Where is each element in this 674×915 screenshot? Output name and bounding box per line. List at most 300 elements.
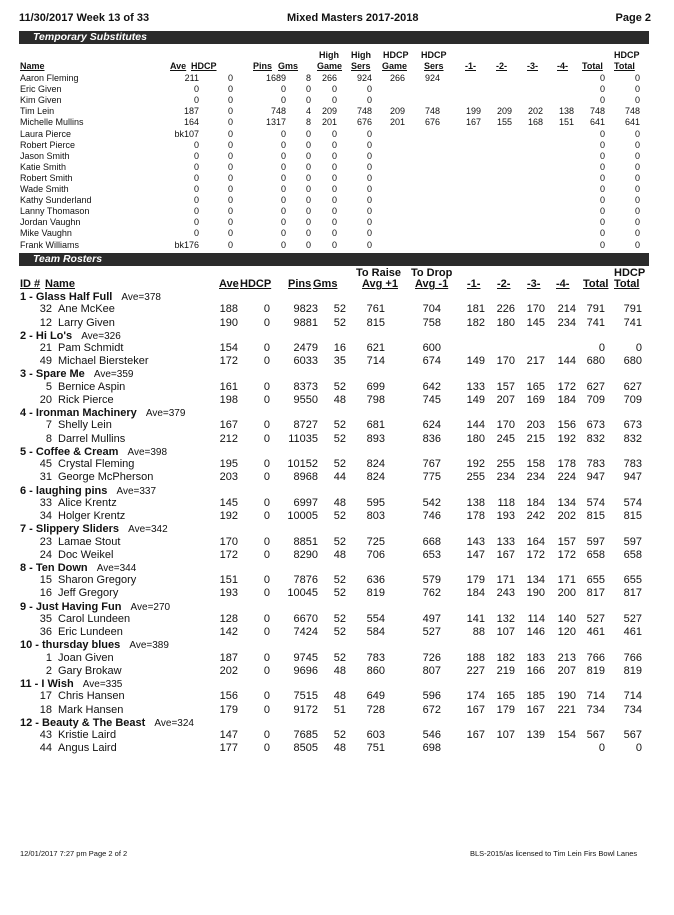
game4-cell: 140 [557, 612, 576, 625]
drop-cell: 807 [422, 664, 441, 677]
high-sers-cell: 676 [356, 117, 372, 128]
hdcp-cell: 0 [263, 316, 270, 329]
game1-cell: 188 [466, 651, 485, 664]
high-sers-cell: 0 [366, 128, 372, 139]
pins-cell: 6670 [293, 612, 318, 625]
raise-cell: 815 [366, 316, 385, 329]
total-cell: 0 [599, 228, 605, 239]
pins-cell: 6997 [293, 496, 318, 509]
player-name: Lanny Thomason [20, 206, 90, 217]
total-cell: 0 [599, 73, 605, 83]
ave-cell: 0 [193, 228, 199, 239]
player-id: 7 [45, 419, 52, 432]
hdcp-total-cell: 0 [634, 195, 640, 206]
game1-cell: 138 [466, 496, 485, 509]
gms-cell: 0 [305, 228, 311, 239]
ave-cell: 170 [219, 535, 238, 548]
player-name: Robert Smith [20, 172, 73, 183]
pins-cell: 748 [270, 106, 286, 117]
league-title: Mixed Masters 2017-2018 [287, 12, 419, 24]
team-name: 1 - Glass Half Full [20, 291, 113, 303]
player-id: 8 [45, 432, 52, 445]
hdcp-total-cell: 819 [623, 664, 642, 677]
hdcp-total-cell: 741 [623, 316, 642, 329]
team-label [20, 291, 161, 304]
player-name: Jason Smith [20, 150, 70, 161]
subs-header [0, 50, 674, 72]
raise-cell: 893 [366, 432, 385, 445]
pins-cell: 0 [280, 150, 286, 161]
total-cell: 819 [586, 664, 605, 677]
team-header [0, 330, 674, 342]
hdcp-sers-cell: 924 [424, 73, 440, 83]
pins-cell: 0 [280, 184, 286, 194]
gms-cell: 0 [305, 139, 311, 150]
high-game-cell: 0 [331, 172, 337, 183]
hdcp-total-cell: 461 [623, 626, 642, 639]
team-label [20, 368, 133, 381]
pins-cell: 0 [280, 195, 286, 206]
game2-cell: 107 [496, 626, 515, 639]
team-label [20, 523, 168, 536]
footer-license: BLS-2015/as licensed to Tim Lein Firs Bowl Lanes [470, 849, 638, 858]
player-row [0, 690, 674, 702]
team-label [20, 678, 122, 691]
gms-cell: 52 [333, 510, 346, 522]
ave-cell: 0 [193, 161, 199, 172]
team-header [0, 485, 674, 497]
team-name: 2 - Hi Lo's [20, 329, 73, 342]
hdcp-cell: 0 [227, 73, 233, 83]
high-sers-cell: 924 [356, 73, 372, 83]
player-name: Sharon Gregory [58, 574, 137, 587]
ave-cell: 161 [219, 380, 238, 393]
game1-cell: 182 [466, 316, 485, 329]
sub-row [0, 162, 674, 173]
raise-cell: 803 [366, 510, 385, 522]
team-average: Ave=342 [128, 524, 168, 536]
raise-cell: 603 [366, 729, 385, 741]
sub-row [0, 184, 674, 195]
team-name: 9 - Just Having Fun [20, 600, 122, 613]
high-game-cell: 0 [331, 239, 337, 250]
hdcp-cell: 0 [263, 303, 270, 316]
game2-cell: 226 [496, 303, 515, 316]
col-high-game-2: Game [317, 61, 343, 71]
game4-cell: 178 [557, 458, 576, 471]
team-header [0, 407, 674, 419]
hdcp-total-cell: 567 [623, 729, 642, 741]
gms-cell: 52 [333, 432, 346, 445]
col-g2: -2- [497, 278, 511, 290]
player-id: 2 [45, 664, 52, 677]
team-name: 6 - laughing pins [20, 484, 108, 497]
player-name: Robert Pierce [20, 139, 76, 150]
game3-cell: 185 [526, 690, 545, 703]
ave-cell: 0 [193, 206, 199, 217]
hdcp-cell: 0 [263, 380, 270, 393]
player-row [0, 381, 674, 393]
col-ave: Ave [170, 61, 187, 71]
gms-cell: 52 [333, 574, 346, 587]
total-cell: 0 [599, 128, 605, 139]
total-cell: 0 [599, 217, 605, 228]
game3-cell: 164 [526, 535, 545, 548]
col-total: Total [583, 278, 609, 290]
pins-cell: 8373 [293, 380, 318, 393]
hdcp-cell: 0 [263, 496, 270, 509]
high-sers-cell: 0 [366, 95, 372, 106]
hdcp-total-cell: 527 [623, 612, 642, 625]
player-name: Laura Pierce [20, 128, 72, 139]
team-name: 3 - Spare Me [20, 368, 85, 381]
ave-cell: 142 [219, 626, 238, 639]
gms-cell: 4 [305, 106, 311, 117]
ave-cell: 179 [219, 703, 238, 716]
player-row [0, 303, 674, 315]
hdcp-game-cell: 201 [389, 117, 405, 128]
player-id: 5 [45, 380, 52, 393]
gms-cell: 52 [333, 587, 346, 600]
ave-cell: 172 [219, 548, 238, 561]
sub-row [0, 217, 674, 228]
game4-cell: 120 [557, 626, 576, 639]
gms-cell: 48 [333, 548, 346, 561]
game1-cell: 199 [465, 106, 481, 117]
gms-cell: 52 [333, 458, 346, 471]
player-name: Crystal Fleming [58, 458, 135, 471]
total-cell: 817 [586, 587, 605, 600]
pins-cell: 9745 [293, 651, 318, 664]
subs-band [19, 31, 649, 44]
pins-cell: 10045 [287, 587, 318, 600]
drop-cell: 579 [422, 574, 441, 587]
total-cell: 0 [599, 139, 605, 150]
total-cell: 783 [586, 458, 605, 471]
high-game-cell: 0 [331, 217, 337, 228]
player-id: 33 [39, 496, 52, 509]
game2-cell: 209 [496, 106, 512, 117]
player-id: 35 [39, 612, 52, 625]
high-game-cell: 0 [331, 150, 337, 161]
high-game-cell: 209 [321, 106, 337, 117]
raise-cell: 554 [366, 612, 385, 625]
hdcp-cell: 0 [263, 471, 270, 484]
ave-cell: 187 [219, 651, 238, 664]
player-row [0, 626, 674, 638]
pins-cell: 6033 [293, 355, 318, 368]
gms-cell: 0 [305, 172, 311, 183]
total-cell: 658 [586, 548, 605, 561]
player-id: 20 [39, 393, 52, 406]
game3-cell: 215 [526, 432, 545, 445]
game3-cell: 165 [526, 380, 545, 393]
pins-cell: 1317 [265, 117, 286, 128]
high-game-cell: 0 [331, 161, 337, 172]
total-cell: 947 [586, 471, 605, 484]
pins-cell: 7424 [293, 626, 318, 639]
drop-cell: 542 [422, 496, 441, 509]
raise-cell: 636 [366, 574, 385, 587]
team-label [20, 601, 170, 614]
player-name: Kristie Laird [58, 729, 117, 741]
raise-cell: 699 [366, 380, 385, 393]
gms-cell: 48 [333, 664, 346, 677]
high-sers-cell: 0 [366, 217, 372, 228]
team-header [0, 639, 674, 651]
col-hdcp-game-1: HDCP [383, 50, 409, 60]
raise-cell: 824 [366, 471, 385, 484]
game2-cell: 155 [496, 117, 512, 128]
hdcp-cell: 0 [227, 150, 233, 161]
game1-cell: 255 [466, 471, 485, 484]
team-name: 7 - Slippery Sliders [20, 523, 120, 536]
team-header [0, 368, 674, 380]
player-name: Michelle Mullins [20, 117, 84, 128]
ave-cell: 172 [219, 355, 238, 368]
col-g2: -2- [496, 61, 507, 71]
player-name: Shelly Lein [58, 419, 112, 432]
player-name: Angus Laird [58, 742, 117, 755]
game1-cell: 144 [466, 419, 485, 432]
game4-cell: 134 [557, 496, 576, 509]
game4-cell: 184 [557, 393, 576, 406]
drop-cell: 527 [422, 626, 441, 639]
game4-cell: 202 [557, 510, 576, 522]
high-sers-cell: 0 [366, 184, 372, 194]
player-name: Joan Given [58, 651, 114, 664]
hdcp-total-cell: 574 [623, 496, 642, 509]
hdcp-total-cell: 0 [634, 161, 640, 172]
player-row [0, 652, 674, 664]
drop-cell: 726 [422, 651, 441, 664]
team-label [20, 485, 156, 498]
gms-cell: 52 [333, 303, 346, 316]
player-row [0, 729, 674, 741]
player-row [0, 342, 674, 354]
ave-cell: 164 [183, 117, 199, 128]
gms-cell: 0 [305, 239, 311, 250]
player-name: George McPherson [58, 471, 154, 484]
player-name: Bernice Aspin [58, 380, 126, 393]
total-cell: 673 [586, 419, 605, 432]
game4-cell: 172 [557, 548, 576, 561]
col-g3: -3- [527, 278, 541, 290]
drop-cell: 745 [422, 393, 441, 406]
total-cell: 0 [599, 172, 605, 183]
game4-cell: 154 [557, 729, 576, 741]
ave-cell: 0 [193, 172, 199, 183]
player-id: 1 [45, 651, 52, 664]
ave-cell: 154 [219, 342, 238, 354]
team-average: Ave=326 [81, 330, 121, 342]
ave-cell: 0 [193, 150, 199, 161]
hdcp-total-cell: 709 [623, 393, 642, 406]
high-sers-cell: 0 [366, 195, 372, 206]
total-cell: 0 [599, 150, 605, 161]
gms-cell: 8 [305, 117, 311, 128]
game1-cell: 192 [466, 458, 485, 471]
game2-cell: 118 [497, 496, 515, 509]
player-row [0, 433, 674, 445]
col-hdcp-sers-2: Sers [424, 61, 444, 71]
team-header [0, 678, 674, 690]
ave-cell: 128 [219, 612, 238, 625]
pins-cell: 8851 [293, 535, 318, 548]
col-hdcp-total-2: Total [614, 61, 635, 71]
game4-cell: 192 [557, 432, 576, 445]
drop-cell: 762 [422, 587, 441, 600]
gms-cell: 52 [333, 535, 346, 548]
player-id: 21 [39, 342, 52, 354]
gms-cell: 52 [333, 419, 346, 432]
raise-cell: 706 [366, 548, 385, 561]
game1-cell: 178 [466, 510, 485, 522]
player-name: Frank Williams [20, 239, 80, 250]
player-id: 34 [39, 510, 52, 522]
hdcp-total-cell: 627 [623, 380, 642, 393]
col-hdcp: HDCP [191, 61, 217, 71]
team-label [20, 717, 194, 730]
game4-cell: 171 [557, 574, 576, 587]
pins-cell: 9696 [293, 664, 318, 677]
player-name: Rick Pierce [58, 393, 114, 406]
gms-cell: 52 [333, 612, 346, 625]
col-pins: Pins [253, 61, 273, 71]
sub-row [0, 173, 674, 184]
game2-cell: 243 [496, 587, 515, 600]
hdcp-cell: 0 [227, 117, 233, 128]
game1-cell: 174 [466, 690, 485, 703]
player-name: Wade Smith [20, 184, 69, 194]
player-name: Alice Krentz [58, 496, 117, 509]
player-row [0, 549, 674, 561]
team-header [0, 446, 674, 458]
game2-cell: 132 [496, 612, 515, 625]
game4-cell: 151 [558, 117, 574, 128]
drop-cell: 653 [422, 548, 441, 561]
gms-cell: 0 [305, 95, 311, 106]
player-row [0, 704, 674, 716]
high-sers-cell: 0 [366, 84, 372, 95]
hdcp-total-cell: 0 [634, 73, 640, 83]
hdcp-cell: 0 [263, 742, 270, 755]
hdcp-total-cell: 0 [634, 228, 640, 239]
gms-cell: 48 [333, 742, 346, 755]
gms-cell: 8 [305, 73, 311, 83]
gms-cell: 0 [305, 150, 311, 161]
total-cell: 791 [586, 303, 605, 316]
player-name: Holger Krentz [58, 510, 126, 522]
game2-cell: 245 [496, 432, 515, 445]
gms-cell: 16 [333, 342, 346, 354]
player-name: Aaron Fleming [20, 73, 79, 83]
game3-cell: 169 [526, 393, 545, 406]
game1-cell: 147 [466, 548, 485, 561]
high-game-cell: 201 [321, 117, 337, 128]
game4-cell: 221 [557, 703, 576, 716]
raise-cell: 681 [366, 419, 385, 432]
game2-cell: 171 [496, 574, 515, 587]
hdcp-game-cell: 209 [389, 106, 405, 117]
player-id: 24 [39, 548, 52, 561]
hdcp-cell: 0 [227, 84, 233, 95]
team-name: 11 - I Wish [20, 678, 74, 690]
rosters-band-label: Team Rosters [33, 253, 103, 265]
game3-cell: 168 [527, 117, 543, 128]
team-header [0, 601, 674, 613]
team-label [20, 330, 121, 343]
game3-cell: 167 [526, 703, 545, 716]
player-row [0, 613, 674, 625]
hdcp-total-cell: 0 [634, 139, 640, 150]
game4-cell: 144 [557, 355, 576, 368]
high-sers-cell: 0 [366, 228, 372, 239]
hdcp-cell: 0 [227, 239, 233, 250]
hdcp-cell: 0 [227, 206, 233, 217]
game2-cell: 193 [496, 510, 515, 522]
player-name: Darrel Mullins [58, 432, 126, 445]
raise-cell: 761 [366, 303, 385, 316]
col-hdcp-total-2: Total [614, 278, 640, 290]
player-name: Kim Given [20, 95, 62, 106]
col-high-sers-2: Sers [351, 61, 371, 71]
team-average: Ave=337 [116, 485, 157, 497]
hdcp-cell: 0 [263, 548, 270, 561]
ave-cell: 151 [219, 574, 238, 587]
player-id: 44 [39, 742, 52, 755]
ave-cell: 147 [219, 729, 238, 741]
hdcp-cell: 0 [227, 95, 233, 106]
raise-cell: 714 [366, 355, 385, 368]
high-game-cell: 0 [331, 228, 337, 239]
raise-cell: 649 [366, 690, 385, 703]
game1-cell: 149 [466, 355, 485, 368]
hdcp-total-cell: 748 [624, 106, 640, 117]
drop-cell: 775 [422, 471, 441, 484]
team-header [0, 562, 674, 574]
col-hdcp-sers-1: HDCP [421, 50, 447, 60]
game2-cell: 180 [496, 316, 515, 329]
game2-cell: 170 [496, 355, 515, 368]
game1-cell: 133 [466, 380, 485, 393]
total-cell: 627 [586, 380, 605, 393]
player-name: Chris Hansen [58, 690, 125, 703]
drop-cell: 698 [422, 742, 441, 755]
player-row [0, 536, 674, 548]
team-average: Ave=324 [154, 717, 194, 729]
pins-cell: 0 [280, 172, 286, 183]
hdcp-total-cell: 680 [623, 355, 642, 368]
game3-cell: 139 [526, 729, 545, 741]
hdcp-cell: 0 [227, 106, 233, 117]
game1-cell: 167 [466, 703, 485, 716]
game2-cell: 133 [496, 535, 515, 548]
total-cell: 641 [589, 117, 605, 128]
hdcp-cell: 0 [263, 355, 270, 368]
ave-cell: 188 [219, 303, 238, 316]
date-week: 11/30/2017 Week 13 of 33 [19, 12, 150, 24]
team-name: 5 - Coffee & Cream [20, 445, 119, 458]
game3-cell: 114 [527, 612, 545, 625]
total-cell: 0 [599, 184, 605, 194]
page-number: Page 2 [615, 12, 651, 24]
player-row [0, 665, 674, 677]
drop-cell: 668 [422, 535, 441, 548]
col-raise-2: Avg +1 [362, 278, 398, 290]
player-name: Katie Smith [20, 161, 67, 172]
total-cell: 766 [586, 651, 605, 664]
